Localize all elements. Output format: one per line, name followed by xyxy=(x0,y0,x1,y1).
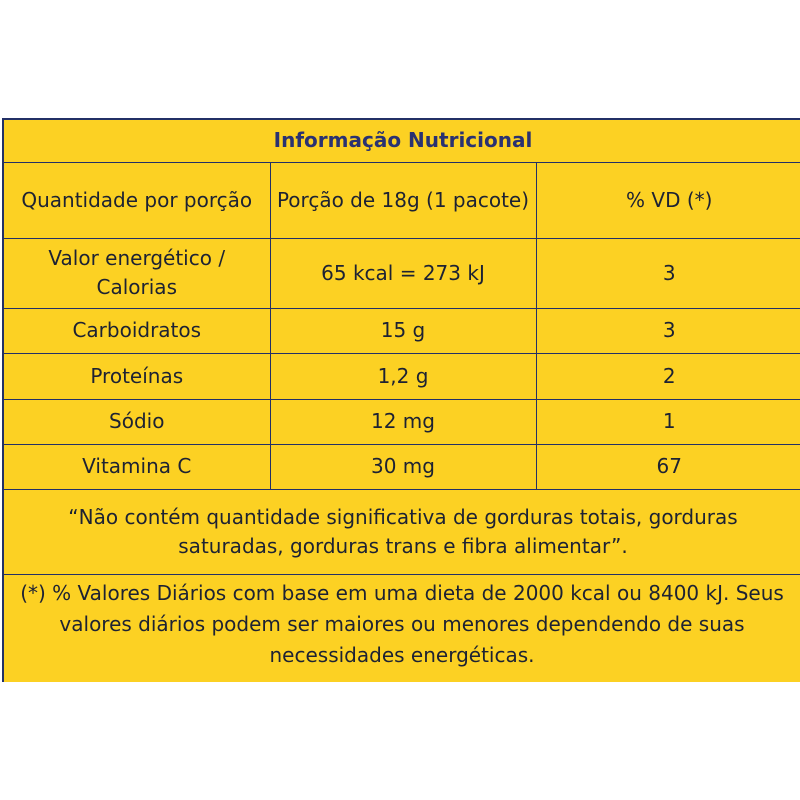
nutrition-table xyxy=(4,120,800,575)
table-row xyxy=(4,238,800,308)
table-row xyxy=(4,308,800,353)
header-quantity-per-serving: Quantidade por porção xyxy=(4,162,270,238)
nutrition-facts-panel xyxy=(2,118,800,682)
nutrient-amount: 65 kcal = 273 kJ xyxy=(270,238,536,308)
table-row xyxy=(4,399,800,444)
daily-value-footnote: (*) % Valores Diários com base em uma dieta de 2000 kcal ou 8400 kJ. Seus valores diários podem ser maiores ou menores dependendo de suas necessidades energéticas. xyxy=(20,581,784,667)
header-daily-value: % VD (*) xyxy=(536,162,800,238)
note-row xyxy=(4,489,800,574)
nutrient-amount: 1,2 g xyxy=(270,353,536,399)
nutrient-daily-value: 67 xyxy=(536,444,800,489)
nutrient-name: Vitamina C xyxy=(4,444,270,489)
nutrient-name: Valor energético / Calorias xyxy=(4,238,270,308)
table-row xyxy=(4,353,800,399)
nutrient-amount: 30 mg xyxy=(270,444,536,489)
nutrient-daily-value: 3 xyxy=(536,238,800,308)
nutrient-amount: 15 g xyxy=(270,308,536,353)
nutrient-name: Sódio xyxy=(4,399,270,444)
nutrient-daily-value: 3 xyxy=(536,308,800,353)
nutrient-name: Carboidratos xyxy=(4,308,270,353)
nutrient-daily-value: 2 xyxy=(536,353,800,399)
nutrient-name: Proteínas xyxy=(4,353,270,399)
nutrient-amount: 12 mg xyxy=(270,399,536,444)
not-significant-note: “Não contém quantidade significativa de gorduras totais, gorduras saturadas, gorduras trans e fibra alimentar”. xyxy=(4,489,800,574)
table-title: Informação Nutricional xyxy=(4,120,800,162)
table-row xyxy=(4,444,800,489)
title-row xyxy=(4,120,800,162)
header-row xyxy=(4,162,800,238)
header-serving-size: Porção de 18g (1 pacote) xyxy=(270,162,536,238)
nutrient-daily-value: 1 xyxy=(536,399,800,444)
